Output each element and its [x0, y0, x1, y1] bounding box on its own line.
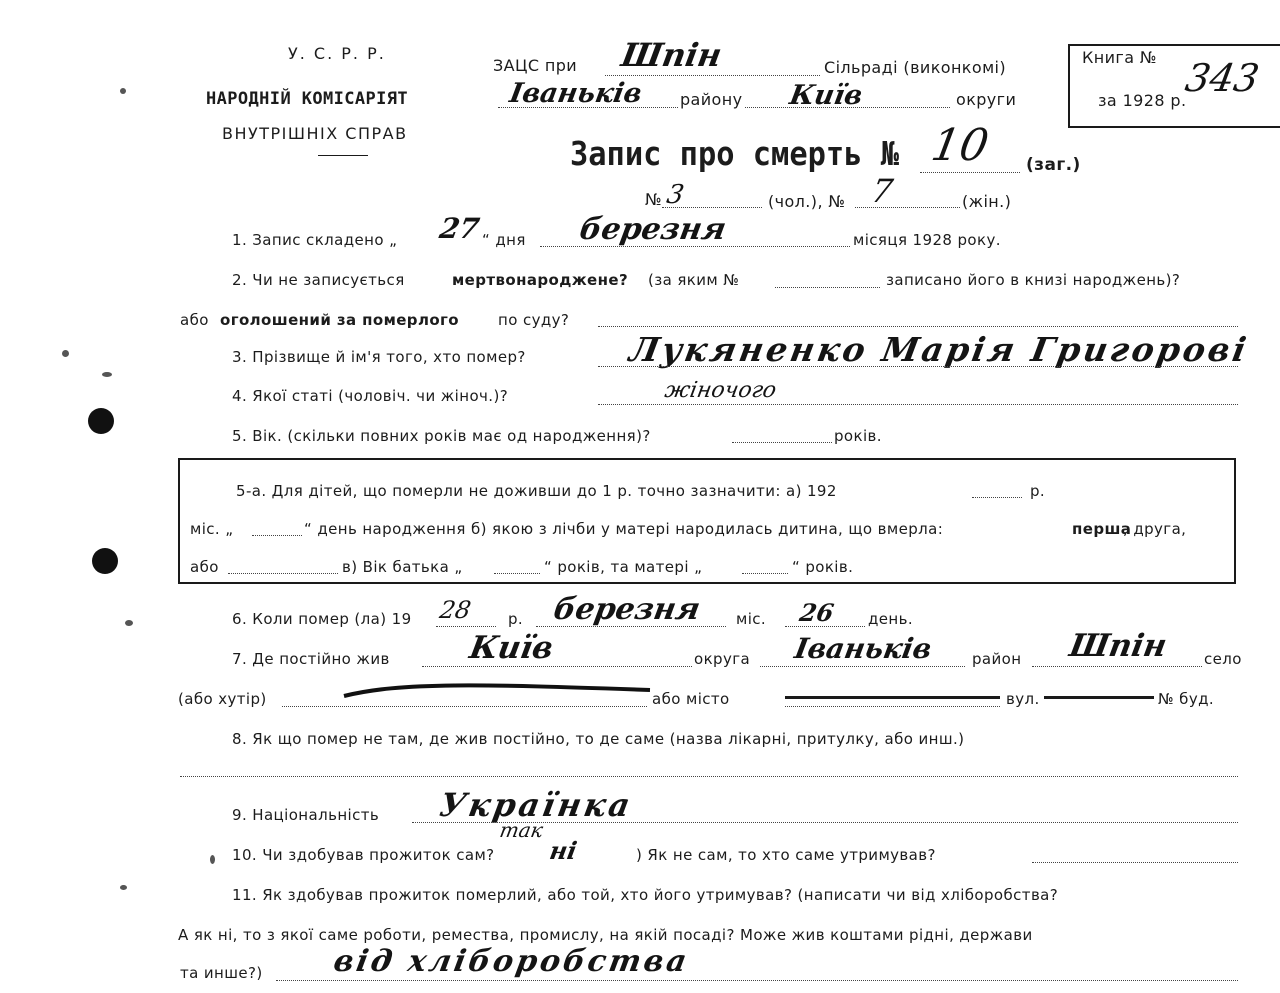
q11-occupation-value: від хліборобства: [330, 944, 693, 979]
q5a-or-line: [228, 573, 338, 574]
q4-label: 4. Якої статі (чоловіч. чи жіноч.)?: [232, 387, 509, 405]
q7-selo-label: село: [1204, 650, 1242, 668]
q2-number-line: [775, 287, 880, 288]
record-number-line: [920, 172, 1020, 173]
q2-stillborn: мертвонароджене?: [452, 271, 629, 289]
okruga-line: [745, 107, 950, 108]
district-line: [498, 107, 678, 108]
q7-rayon-line: [760, 666, 965, 667]
q6-month-line: [536, 626, 726, 627]
district-value: Іваньків: [507, 78, 645, 109]
q2-declared-dead: оголошений за померлого: [220, 311, 459, 329]
q6-day-value: 26: [797, 598, 836, 627]
q5a-line3-d: “ років.: [792, 558, 854, 576]
header-internal-affairs: ВНУТРІШНІХ СПРАВ: [222, 124, 408, 143]
q5a-line3-c: “ років, та матері „: [544, 558, 703, 576]
male-number-line: [662, 207, 762, 208]
q10-self-value: так: [497, 818, 545, 842]
q6-mis: міс.: [736, 610, 767, 628]
book-number-value: 343: [1182, 56, 1263, 100]
q2-g: по суду?: [498, 311, 570, 329]
q5a-year-line: [972, 497, 1022, 498]
q7-rayon-value: Іваньків: [792, 632, 935, 665]
q7-label: 7. Де постійно жив: [232, 650, 390, 668]
q5-suffix: років.: [834, 427, 882, 445]
q7b-khutir-strike: [340, 678, 660, 704]
okruga-value: Київ: [787, 80, 865, 111]
q7b-misto-line: [785, 706, 1000, 707]
q7-okruga-label: округа: [694, 650, 751, 668]
q2-e: або: [180, 311, 209, 329]
q6-r: р.: [508, 610, 524, 628]
q7-rayon-label: район: [972, 650, 1022, 668]
q11-line: [276, 980, 1238, 981]
q5a-day-line: [252, 535, 302, 536]
q5a-line2-a: міс. „: [190, 520, 234, 538]
speck: [62, 350, 69, 357]
female-number-label: (жін.): [962, 192, 1012, 211]
book-year-label: за 1928 р.: [1098, 91, 1187, 110]
zags-village-line: [605, 75, 820, 76]
book-box-left: [1068, 44, 1070, 128]
speck: [210, 855, 215, 864]
q5-age-line: [732, 442, 832, 443]
header-ussr: У. С. Р. Р.: [288, 44, 386, 63]
zags-prefix: ЗАЦС при: [493, 56, 578, 75]
record-total-label: (заг.): [1026, 155, 1081, 175]
okruga-label: округи: [956, 90, 1017, 109]
book-box-bottom: [1068, 126, 1280, 128]
punch-hole-bottom: [92, 548, 118, 574]
q6-prefix: 6. Коли помер (ла) 19: [232, 610, 412, 628]
q7b-khutir-line: [282, 706, 647, 707]
male-number-prefix: №: [645, 190, 663, 209]
male-number-label: (чол.), №: [768, 192, 846, 211]
record-number-value: 10: [927, 120, 993, 171]
speck: [125, 620, 133, 626]
q2-a: 2. Чи не записується: [232, 271, 405, 289]
q7b-misto-strike: [785, 696, 1000, 699]
speck: [120, 885, 127, 890]
q11-line2: А як ні, то з якої саме роботи, ремества, промислу, на якій посаді? Може жив коштами рідні, держави: [178, 926, 1033, 944]
q1-prefix: 1. Запис складено „: [232, 231, 398, 249]
q1-month-value: березня: [576, 212, 729, 247]
speck: [120, 88, 126, 94]
q6-den: день.: [868, 610, 914, 628]
q5a-line3-a: або: [190, 558, 219, 576]
q11-line1: 11. Як здобував прожиток померлий, або той, хто його утримував? (написати чи від хліборобства?: [232, 886, 1059, 904]
q9-label: 9. Національність: [232, 806, 380, 824]
q5a-second: , друга,: [1123, 520, 1187, 538]
q5a-line2-b: “ день народження б) якою з лічби у матері народилась дитина, що вмерла:: [304, 520, 944, 538]
record-title: Запис про смерть №: [570, 134, 900, 173]
q1-mid: “ дня: [482, 231, 526, 249]
q7-selo-value: Шпін: [1066, 628, 1170, 664]
q3-name-value: Лукяненко Марія Григорові: [626, 330, 1252, 369]
male-number-value: 3: [664, 180, 687, 210]
q7b-vul-label: вул.: [1006, 690, 1040, 708]
speck: [102, 372, 112, 377]
q7-okruga-line: [422, 666, 692, 667]
district-label: району: [680, 90, 743, 109]
q4-line: [598, 404, 1238, 405]
book-label: Книга №: [1082, 48, 1157, 67]
q5a-line1-end: р.: [1030, 482, 1046, 500]
q11-line3: та инше?): [180, 964, 263, 982]
q7-okruga-value: Київ: [466, 630, 557, 666]
female-number-line: [855, 207, 960, 208]
header-rule: [318, 155, 368, 156]
q7-selo-line: [1032, 666, 1202, 667]
q1-day-value: 27: [437, 212, 482, 245]
female-number-value: 7: [868, 172, 896, 210]
q7b-label: (або хутір): [178, 690, 267, 708]
q2-c: (за яким №: [648, 271, 740, 289]
q5a-line1: 5-а. Для дітей, що померли не доживши до 1 р. точно зазначити: а) 192: [236, 482, 837, 500]
q3-line: [598, 366, 1238, 367]
q5a-mother-line: [742, 573, 788, 574]
q6-day-line: [785, 626, 865, 627]
book-box-top: [1068, 44, 1280, 46]
q1-month-line: [540, 246, 850, 247]
q5a-father-line: [494, 573, 540, 574]
q6-month-value: березня: [550, 592, 703, 627]
q7b-vul-strike: [1044, 696, 1154, 699]
q9-nationality-value: Українка: [436, 786, 636, 824]
zags-village-value: Шпін: [618, 36, 725, 74]
q7b-bud-label: № буд.: [1158, 690, 1215, 708]
q5-label: 5. Вік. (скільки повних років має од народження)?: [232, 427, 651, 445]
q10-line: [1032, 862, 1238, 863]
q10-rest: ) Як не сам, то хто саме утримував?: [636, 846, 936, 864]
header-commissariat: НАРОДНІЙ КОМІСАРІЯТ: [206, 89, 409, 109]
q4-sex-value: жіночого: [662, 378, 779, 403]
q2-court-line: [598, 326, 1238, 327]
q7b-misto-label: або місто: [652, 690, 730, 708]
q3-label: 3. Прізвище й ім'я того, хто помер?: [232, 348, 526, 366]
q6-year-line: [436, 626, 496, 627]
q6-year-value: 28: [437, 596, 474, 624]
q10-label: 10. Чи здобував прожиток сам?: [232, 846, 495, 864]
punch-hole-top: [88, 408, 114, 434]
q5a-line3-b: в) Вік батька „: [342, 558, 463, 576]
q8-label: 8. Як що помер не там, де жив постійно, то де саме (назва лікарні, притулку, або инш.): [232, 730, 965, 748]
q2-d: записано його в книзі народжень)?: [886, 271, 1181, 289]
q5a-first: перша: [1072, 520, 1132, 538]
zags-suffix: Сільраді (виконкомі): [824, 58, 1007, 77]
q1-suffix: місяця 1928 року.: [853, 231, 1001, 249]
q10-note-value: ні: [547, 836, 580, 865]
q8-answer-line: [180, 776, 1238, 777]
